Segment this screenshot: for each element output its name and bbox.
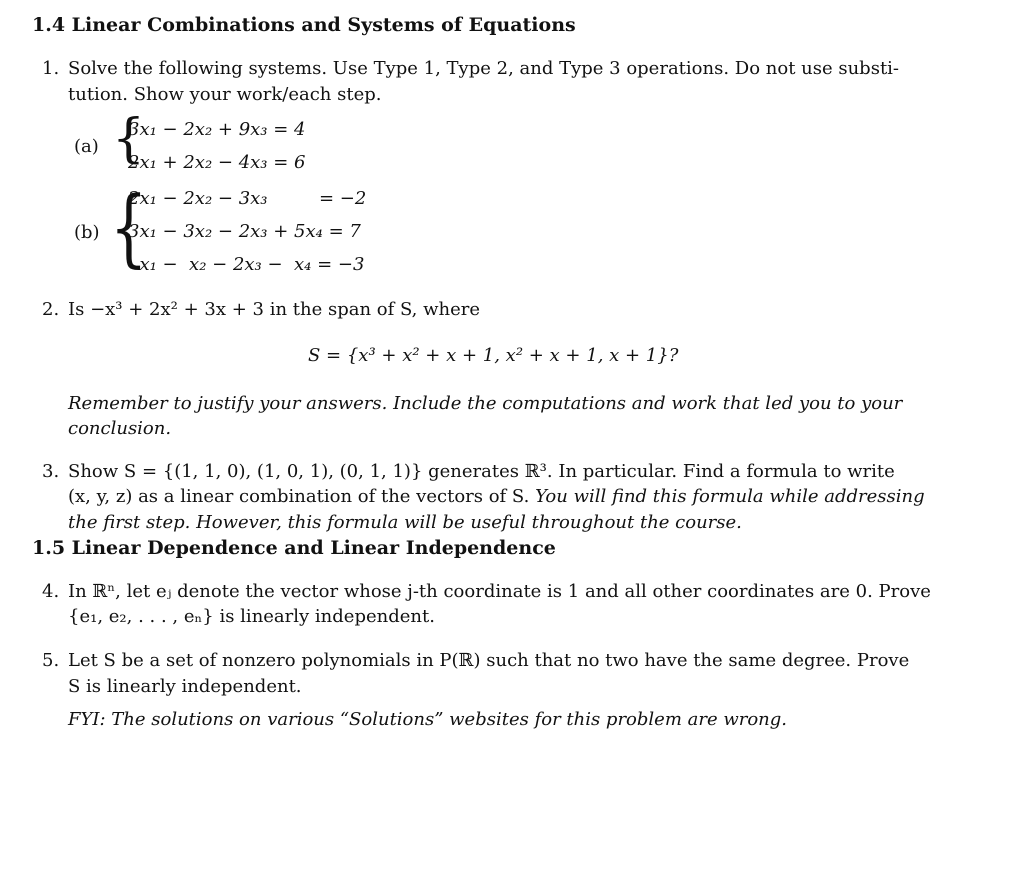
problem-4-line-1: In ℝⁿ, let eⱼ denote the vector whose j-th coordinate is 1 and all other coordinates are 0. Prove bbox=[68, 581, 931, 602]
problem-2-line-1: Is −x³ + 2x² + 3x + 3 in the span of S, where bbox=[68, 299, 481, 320]
brace-a: { bbox=[112, 109, 146, 169]
brace-b: { bbox=[110, 178, 148, 276]
problem-1-line-1: Solve the following systems. Use Type 1, Type 2, and Type 3 operations. Do not use substi- bbox=[68, 58, 900, 79]
system-b-eq-1: 2x₁ − 2x₂ − 3x₃ = −2 bbox=[128, 188, 367, 209]
problem-3-line-3: the first step. However, this formula will be useful throughout the course. bbox=[68, 512, 742, 533]
problem-2-remember-1: Remember to justify your answers. Include the computations and work that led you to your bbox=[68, 393, 903, 414]
problem-4-line-2: {e₁, e₂, . . . , eₙ} is linearly independent. bbox=[68, 606, 435, 627]
problem-5-line-2: S is linearly independent. bbox=[68, 676, 302, 697]
problem-3-line-2 bbox=[68, 486, 925, 507]
problem-4-number: 4. bbox=[42, 581, 60, 602]
system-b-eq-3: x₁ − x₂ − 2x₃ − x₄ = −3 bbox=[128, 254, 365, 275]
section-title-1-4: 1.4 Linear Combinations and Systems of Equations bbox=[32, 14, 576, 36]
problem-5-line-1: Let S be a set of nonzero polynomials in P(ℝ) such that no two have the same degree. Prove bbox=[68, 650, 910, 671]
problem-1-line-2: tution. Show your work/each step. bbox=[68, 84, 382, 105]
problem-3-line-1: Show S = {(1, 1, 0), (1, 0, 1), (0, 1, 1)} generates ℝ³. In particular. Find a formula to write bbox=[68, 461, 895, 482]
problem-1-number: 1. bbox=[42, 58, 60, 79]
system-b-eq-2: 3x₁ − 3x₂ − 2x₃ + 5x₄ = 7 bbox=[128, 221, 361, 242]
problem-2-number: 2. bbox=[42, 299, 60, 320]
problem-2-remember-2: conclusion. bbox=[68, 418, 172, 439]
system-a-eq-2: 2x₁ + 2x₂ − 4x₃ = 6 bbox=[128, 152, 306, 173]
problem-1b-label: (b) bbox=[74, 222, 100, 243]
problem-2-set: S = {x³ + x² + x + 1, x² + x + 1, x + 1}? bbox=[308, 345, 679, 366]
section-title-1-5: 1.5 Linear Dependence and Linear Independence bbox=[32, 537, 556, 559]
problem-3-line-2b: You will find this formula while addressing bbox=[535, 486, 925, 507]
problem-3-number: 3. bbox=[42, 461, 60, 482]
system-a-eq-1: 3x₁ − 2x₂ + 9x₃ = 4 bbox=[128, 119, 306, 140]
problem-5-fyi: FYI: The solutions on various “Solutions” websites for this problem are wrong. bbox=[68, 709, 788, 730]
problem-1a-label: (a) bbox=[74, 136, 99, 157]
problem-3-line-2a: (x, y, z) as a linear combination of the vectors of S. bbox=[68, 486, 530, 507]
problem-5-number: 5. bbox=[42, 650, 60, 671]
